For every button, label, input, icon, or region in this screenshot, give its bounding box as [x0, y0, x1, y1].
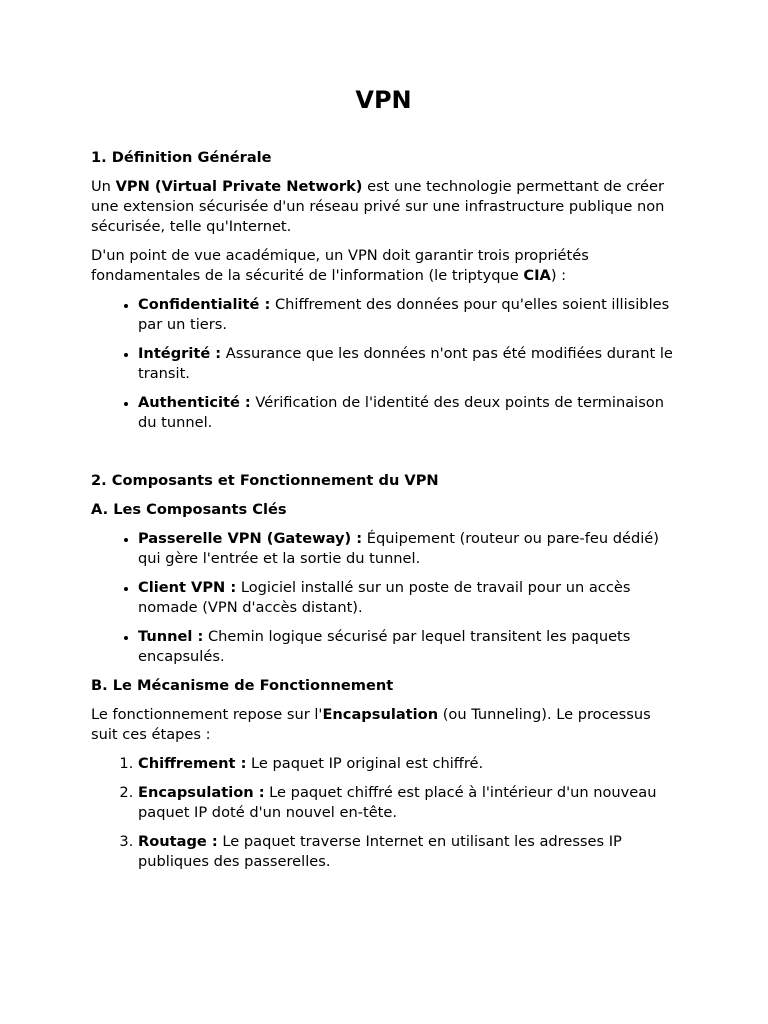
section-1-heading: 1. Définition Générale	[91, 149, 272, 166]
section-1-paragraph-2	[91, 246, 676, 286]
section-2-heading: 2. Composants et Fonctionnement du VPN	[91, 472, 439, 489]
list-item-term: Confidentialité :	[138, 296, 271, 313]
list-item	[138, 529, 676, 569]
list-item-term: Intégrité :	[138, 345, 222, 362]
list-item-text: Chemin logique sécurisé par lequel transitent les paquets encapsulés.	[138, 628, 631, 665]
list-item	[138, 578, 676, 618]
subsection-a-heading: A. Les Composants Clés	[91, 501, 287, 518]
section-spacer	[91, 442, 676, 471]
subsection-b-heading: B. Le Mécanisme de Fonctionnement	[91, 677, 394, 694]
list-item-term: Routage :	[138, 833, 218, 850]
list-item-text: Le paquet traverse Internet en utilisant les adresses IP publiques des passerelles.	[138, 833, 622, 870]
subsection-b-intro	[91, 705, 676, 745]
bold-term: VPN (Virtual Private Network)	[115, 178, 363, 195]
list-item	[138, 295, 676, 335]
components-list	[91, 529, 676, 667]
list-item-term: Client VPN :	[138, 579, 237, 596]
list-item	[138, 783, 676, 823]
list-item-text: Assurance que les données n'ont pas été modifiées durant le transit.	[138, 345, 673, 382]
list-item-text: Le paquet chiffré est placé à l'intérieur d'un nouveau paquet IP doté d'un nouvel en-tête.	[138, 784, 657, 821]
text-run: est une technologie permettant de créer une extension sécurisée d'un réseau privé sur une infrastructure publique non sécurisée, telle qu'Internet.	[91, 178, 665, 235]
text-run: Un	[91, 178, 116, 195]
list-item-term: Chiffrement :	[138, 755, 247, 772]
bold-term: CIA	[523, 267, 551, 284]
text-run: (ou Tunneling). Le processus suit ces étapes :	[91, 706, 651, 743]
list-item-text: Le paquet IP original est chiffré.	[246, 755, 484, 772]
list-item-term: Passerelle VPN (Gateway) :	[138, 530, 363, 547]
mechanism-steps-list	[91, 754, 676, 872]
document-title: VPN	[355, 86, 412, 114]
list-item-text: Vérification de l'identité des deux points de terminaison du tunnel.	[138, 394, 664, 431]
list-item-term: Encapsulation :	[138, 784, 265, 801]
list-item	[138, 754, 676, 774]
text-run: Le fonctionnement repose sur l'	[91, 706, 323, 723]
cia-properties-list	[91, 295, 676, 433]
list-item-text: Chiffrement des données pour qu'elles soient illisibles par un tiers.	[138, 296, 670, 333]
list-item-term: Authenticité :	[138, 394, 251, 411]
section-1-paragraph-1	[91, 177, 676, 237]
list-item-term: Tunnel :	[138, 628, 204, 645]
list-item	[138, 393, 676, 433]
list-item-text: Équipement (routeur ou pare-feu dédié) qui gère l'entrée et la sortie du tunnel.	[138, 530, 659, 567]
list-item	[138, 832, 676, 872]
text-run: D'un point de vue académique, un VPN doit garantir trois propriétés fondamentales de la sécurité de l'information (le triptyque	[91, 247, 589, 284]
bold-term: Encapsulation	[322, 706, 439, 723]
list-item	[138, 344, 676, 384]
list-item-text: Logiciel installé sur un poste de travail pour un accès nomade (VPN d'accès distant).	[138, 579, 631, 616]
list-item	[138, 627, 676, 667]
text-run: ) :	[550, 267, 567, 284]
